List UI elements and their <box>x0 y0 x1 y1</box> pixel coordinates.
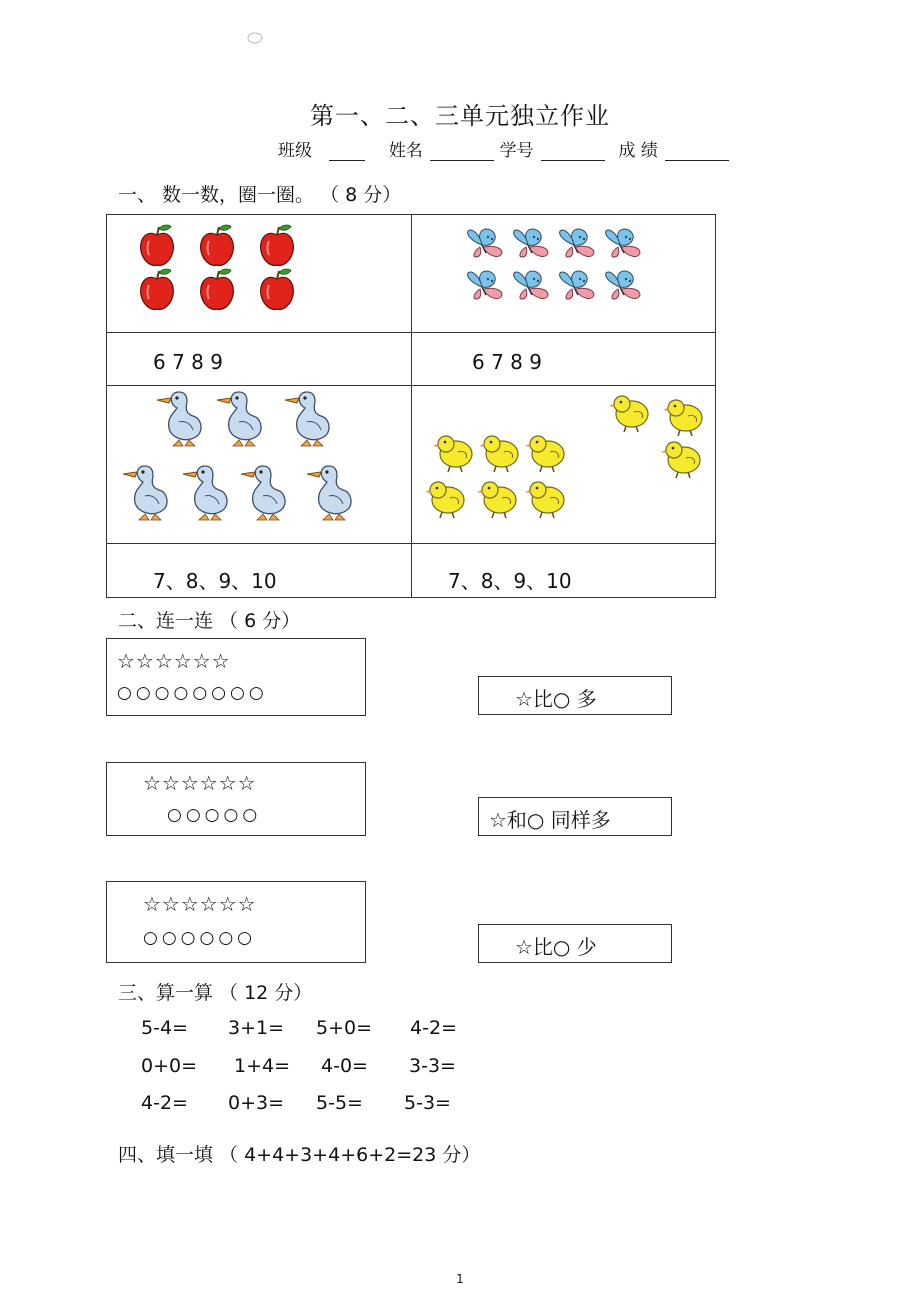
butterfly-icon <box>514 271 548 299</box>
page-title: 第一、二、三单元独立作业 <box>310 102 610 130</box>
section-2-heading: 二、连一连 （ 6 分） <box>118 610 301 632</box>
label-more: ☆比○ 多 <box>515 687 597 711</box>
class-blank[interactable] <box>329 142 365 161</box>
butterfly-icon <box>606 229 640 257</box>
math-r1-c2[interactable]: 3+1= <box>228 1017 285 1039</box>
chicks-picture-cell <box>412 386 716 544</box>
duck-icon <box>123 466 167 520</box>
duck-icon <box>285 392 329 446</box>
apples-options-cell <box>107 333 412 386</box>
math-r2-c2[interactable]: 1+4= <box>234 1055 291 1077</box>
apple-icon <box>201 269 234 309</box>
apples-picture-cell <box>107 215 412 333</box>
math-r3-c2[interactable]: 0+3= <box>228 1092 285 1114</box>
math-r1-c1[interactable]: 5-4= <box>141 1017 188 1039</box>
butterfly-icon <box>606 271 640 299</box>
name-blank[interactable] <box>430 142 494 161</box>
butterflies-options[interactable]: 6 7 8 9 <box>472 350 542 374</box>
corner-mark <box>246 32 264 44</box>
math-r3-c1[interactable]: 4-2= <box>141 1092 188 1114</box>
duck-icon <box>307 466 351 520</box>
number-blank[interactable] <box>541 142 605 161</box>
connect-box-2[interactable] <box>106 762 366 836</box>
apple-icon <box>261 269 294 309</box>
section-4-heading: 四、填一填 （ 4+4+3+4+6+2=23 分） <box>118 1144 481 1166</box>
ducks-picture-cell <box>107 386 412 544</box>
chick-icon <box>433 436 472 472</box>
class-label: 班级 <box>278 141 312 161</box>
stars-row-2: ☆☆☆☆☆☆ <box>143 771 257 795</box>
connect-box-1[interactable] <box>106 638 366 716</box>
butterflies-options-cell <box>412 333 716 386</box>
apple-icon <box>201 225 234 265</box>
math-r3-c3[interactable]: 5-5= <box>316 1092 363 1114</box>
label-equal: ☆和○ 同样多 <box>489 808 611 832</box>
number-label: 学号 <box>499 141 534 161</box>
math-r2-c3[interactable]: 4-0= <box>321 1055 368 1077</box>
circles-row-3: ○○○○○○ <box>143 928 257 948</box>
score-label: 成 绩 <box>618 141 658 161</box>
chick-icon <box>525 436 564 472</box>
chicks-group <box>412 386 716 544</box>
duck-icon <box>183 466 227 520</box>
butterflies-picture-cell <box>412 215 716 333</box>
chick-icon <box>661 442 700 478</box>
label-fewer: ☆比○ 少 <box>515 935 597 959</box>
math-r3-c4[interactable]: 5-3= <box>404 1092 451 1114</box>
page-number: 1 <box>456 1272 464 1286</box>
section-3-heading: 三、算一算 （ 12 分） <box>118 982 313 1004</box>
butterfly-icon <box>560 271 594 299</box>
math-r1-c3[interactable]: 5+0= <box>316 1017 373 1039</box>
duck-icon <box>217 392 261 446</box>
chicks-options-cell <box>412 544 716 598</box>
butterfly-icon <box>468 229 502 257</box>
chick-icon <box>425 482 464 518</box>
ducks-options-cell <box>107 544 412 598</box>
butterfly-icon <box>560 229 594 257</box>
apple-icon <box>141 269 174 309</box>
duck-icon <box>157 392 201 446</box>
chick-icon <box>663 400 702 436</box>
apple-icon <box>261 225 294 265</box>
ducks-group <box>107 386 411 544</box>
butterfly-icon <box>468 271 502 299</box>
connect-box-3[interactable] <box>106 881 366 963</box>
circles-row-2: ○○○○○ <box>167 805 262 825</box>
section-1-heading: 一、 数一数，圈一圈。 （ 8 分） <box>118 184 402 206</box>
circles-row-1: ○○○○○○○○ <box>117 683 268 703</box>
apples-group <box>137 225 317 325</box>
student-info-line <box>278 136 729 161</box>
stars-row-1: ☆☆☆☆☆☆ <box>117 649 231 673</box>
duck-icon <box>241 466 285 520</box>
math-r2-c4[interactable]: 3-3= <box>409 1055 456 1077</box>
stars-row-3: ☆☆☆☆☆☆ <box>143 892 257 916</box>
ducks-options[interactable]: 7、8、9、10 <box>153 569 277 593</box>
math-r1-c4[interactable]: 4-2= <box>410 1017 457 1039</box>
name-label: 姓名 <box>388 141 423 161</box>
chicks-options[interactable]: 7、8、9、10 <box>448 569 572 593</box>
label-box-more[interactable] <box>478 676 672 715</box>
score-blank[interactable] <box>665 142 729 161</box>
chick-icon <box>525 482 564 518</box>
counting-table <box>106 214 716 598</box>
chick-icon <box>609 396 648 432</box>
apples-options[interactable]: 6 7 8 9 <box>153 350 223 374</box>
butterflies-group <box>464 227 664 317</box>
chick-icon <box>479 436 518 472</box>
label-box-equal[interactable] <box>478 797 672 836</box>
chick-icon <box>477 482 516 518</box>
label-box-fewer[interactable] <box>478 924 672 963</box>
math-r2-c1[interactable]: 0+0= <box>141 1055 198 1077</box>
apple-icon <box>141 225 174 265</box>
butterfly-icon <box>514 229 548 257</box>
